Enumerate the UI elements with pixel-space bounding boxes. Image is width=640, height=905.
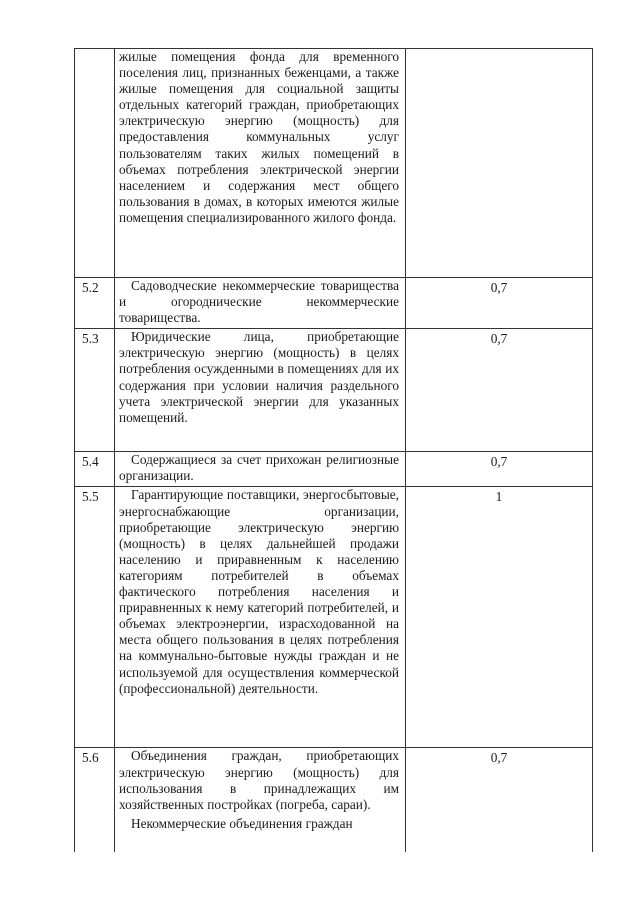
row-description-text-continued: Некоммерческие объединения граждан (131, 815, 353, 831)
row-description (115, 49, 406, 278)
row-coefficient: 0,7 (406, 329, 593, 452)
row-number: 5.4 (75, 452, 115, 487)
row-number (75, 49, 115, 278)
table-row (75, 49, 593, 278)
row-number: 5.6 (75, 748, 115, 852)
table-row (75, 487, 593, 748)
row-description-text: Содержащиеся за счет прихожан религиозные организации. (119, 452, 399, 484)
row-coefficient: 0,7 (406, 748, 593, 852)
row-description-text: Объединения граждан, приобретающих электрическую энергию (мощность) для использования в принадлежащих им хозяйственных постройках (погреба, сараи). (119, 748, 399, 812)
tariff-coefficient-table (74, 48, 593, 852)
row-number: 5.2 (75, 278, 115, 329)
row-description-text: Юридические лица, приобретающие электрическую энергию (мощность) в целях потребления осужденными в помещениях для их содержания при условии наличия раздельного учета электрической энергии для указанных помещений. (119, 329, 399, 425)
table-row (75, 748, 593, 852)
row-description (115, 487, 406, 748)
row-description-text: Гарантирующие поставщики, энергосбытовые, энергоснабжающие организации, приобретающие электрическую энергию (мощность) в целях дальнейшей продажи населению и приравненным к населению категориям потребителей в объемах фактического потребления населения и приравненных к нему категорий потребителей, и объемах электроэнергии, израсходованной на места общего пользования в целях потребления на коммунально-бытовые нужды граждан и не используемой для осуществления коммерческой (профессиональной) деятельности. (119, 487, 399, 696)
row-number: 5.3 (75, 329, 115, 452)
row-coefficient (406, 49, 593, 278)
row-coefficient: 1 (406, 487, 593, 748)
row-description-text: Садоводческие некоммерческие товарищества и огороднические некоммерческие товарищества. (119, 278, 399, 326)
row-description (115, 329, 406, 452)
row-description (115, 452, 406, 487)
table-row (75, 278, 593, 329)
row-description (115, 748, 406, 852)
row-description-text: жилые помещения фонда для временного поселения лиц, признанных беженцами, а также жилые помещения для социальной защиты отдельных категорий граждан, приобретающих электрическую энергию (мощность) для предоставления коммунальных услуг пользователям таких жилых помещений в объемах потребления электрической энергии населением и содержания мест общего пользования в домах, в которых имеются жилые помещения специализированного жилого фонда. (119, 49, 399, 225)
row-number: 5.5 (75, 487, 115, 748)
table-row (75, 452, 593, 487)
row-coefficient: 0,7 (406, 278, 593, 329)
row-description (115, 278, 406, 329)
row-coefficient: 0,7 (406, 452, 593, 487)
table-row (75, 329, 593, 452)
